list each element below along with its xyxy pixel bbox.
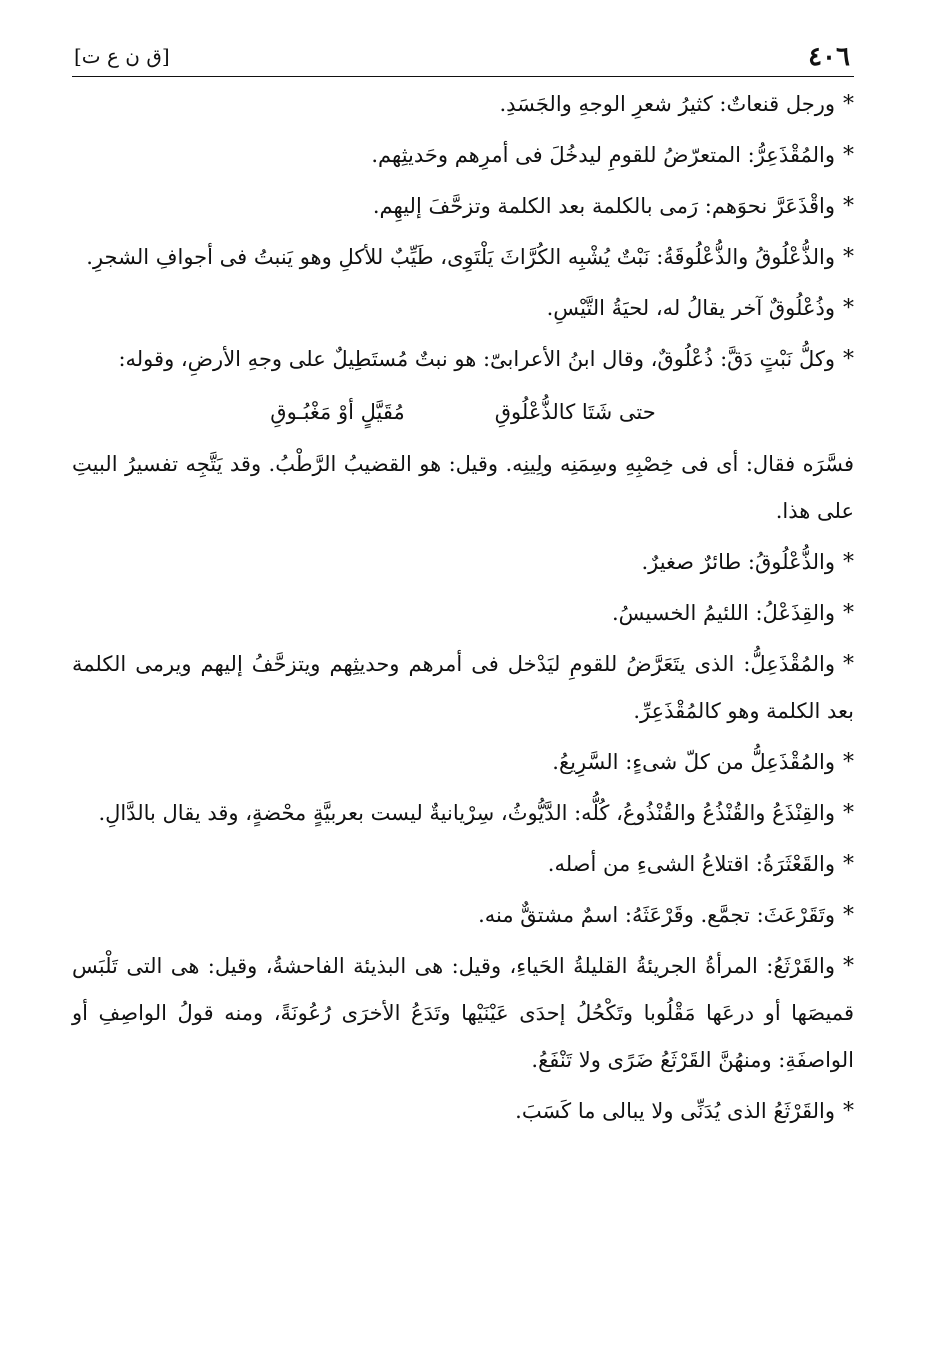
entry-marker: * (843, 143, 854, 168)
entry-marker: * (843, 194, 854, 219)
entry-marker: * (843, 347, 854, 372)
dictionary-page (72, 38, 854, 1139)
verse-first-hemistich: حتى شَتَا كالذُّعْلُوقِ (494, 400, 656, 424)
entry-text: والقَرْثَعُ: المرأةُ الجريئةُ القليلةُ الحَياءِ، وقيل: هى البذيئة الفاحشةُ، وقيل: هى التى تَلْبَس قميصَها أو درعَها مَقْلُوبا وتَكْحُلُ إحدَى عَيْنَيْها وتَدَعُ الأخرَى رُعُونَةً، ومنه قولُ الواصِفِ أو الواصفَةِ: ومنهُنَّ القَرْثَعُ ضَرًى ولا تَنْفَعُ. (72, 954, 854, 1072)
entry-text: والذُّعْلُوقُ: طائرٌ صغيرٌ. (641, 550, 835, 574)
entry-text: والقِذَعْلُ: اللئيمُ الخسيسُ. (611, 601, 835, 625)
entry-marker: * (843, 550, 854, 575)
entry-marker: * (843, 852, 854, 877)
entry-5 (72, 285, 854, 332)
entry-text: والقَرْثَعُ الذى يُدَنِّى ولا يبالى ما كَسَبَ. (515, 1099, 835, 1123)
entry-text: والمُقْذَعِرُّ: المتعرّضُ للقومِ ليدخُلَ فى أمرِهم وحَديثِهم. (371, 143, 835, 167)
entry-9 (72, 641, 854, 735)
entry-6 (72, 336, 854, 383)
entry-1 (72, 81, 854, 128)
entry-10 (72, 739, 854, 786)
entry-text: واقْذَعَرَّ نحوَهم: رَمى بالكلمة بعد الكلمة وتزحَّفَ إليهِم. (372, 194, 835, 218)
entry-text: والقِنْذَعُ والقُنْذُعُ والقُنْذُوعُ، كُلُّه: الدَّيُّوثُ، سِرْيانيةٌ ليست بعربيَّةٍ محْضةٍ، وقد يقال بالدَّالِ. (98, 801, 835, 825)
entry-text: ورجل قنعاتٌ: كثيرُ شعرِ الوجهِ والجَسَدِ. (499, 92, 835, 116)
entry-marker: * (843, 1099, 854, 1124)
entry-marker: * (843, 92, 854, 117)
entry-marker: * (843, 750, 854, 775)
poetry-verse (72, 387, 854, 437)
entry-13 (72, 892, 854, 939)
entry-text: والمُقْذَعِلُّ من كلّ شىءٍ: السَّرِيعُ. (552, 750, 835, 774)
entry-marker: * (843, 296, 854, 321)
entry-text: والذُّعْلُوقُ والذُّعْلُوقَةُ: نَبْتٌ يُشْبِه الكُرَّاثَ يَلْتَوِى، طَيِّبٌ للأكلِ وهو يَنبتُ فى أجوافِ الشجرِ. (86, 245, 835, 269)
entry-12 (72, 841, 854, 888)
page-number: ٤٠٦ (808, 42, 850, 72)
entry-4 (72, 234, 854, 281)
entry-text: وتَقَرْعَثَ: تجمَّع. وقَرْعَثَهُ: اسمٌ مشتقٌّ منه. (478, 903, 835, 927)
entry-11 (72, 790, 854, 837)
page-header (72, 38, 854, 77)
entry-2 (72, 132, 854, 179)
entry-text: والمُقْذَعِلُّ: الذى يتَعَرَّضُ للقومِ ليَدْخل فى أمرهم وحديثِهم ويتزحَّفُ إليهم ويرمى الكلمة بعد الكلمة وهو كالمُقْذَعِرِّ. (72, 652, 854, 723)
verse-second-hemistich: مُقَيَّلٍ أوْ مَغْبُـوقِ (270, 400, 405, 424)
entry-marker: * (843, 801, 854, 826)
entry-14 (72, 943, 854, 1084)
entry-8 (72, 590, 854, 637)
verse-commentary: فسَّرَه فقال: أى فى خِصْبِهِ وسِمَنِه ولِينِه. وقيل: هو القضيبُ الرَّطْبُ. وقد يَتَّجِه تفسيرُ البيتِ على هذا. (72, 452, 854, 523)
entry-marker: * (843, 601, 854, 626)
root-letters-heading: [ق ن ع ت] (74, 44, 170, 68)
entry-15 (72, 1088, 854, 1135)
page-body (72, 81, 854, 1135)
entry-marker: * (843, 954, 854, 979)
entry-text: وذُعْلُوقٌ آخر يقالُ له، لحيَةُ التَّيْسِ. (546, 296, 835, 320)
entry-7 (72, 539, 854, 586)
entry-3 (72, 183, 854, 230)
entry-text: وكلُّ نَبْتٍ دَقَّ: ذُعْلُوقٌ، وقال ابنُ الأعرابىّ: هو نبتٌ مُستَطِيلٌ على وجهِ الأرضِ، وقوله: (118, 347, 835, 371)
entry-marker: * (843, 903, 854, 928)
entry-marker: * (843, 652, 854, 677)
entry-text: والقَعْثَرَةُ: اقتلاعُ الشىءِ من أصله. (547, 852, 835, 876)
entry-marker: * (843, 245, 854, 270)
